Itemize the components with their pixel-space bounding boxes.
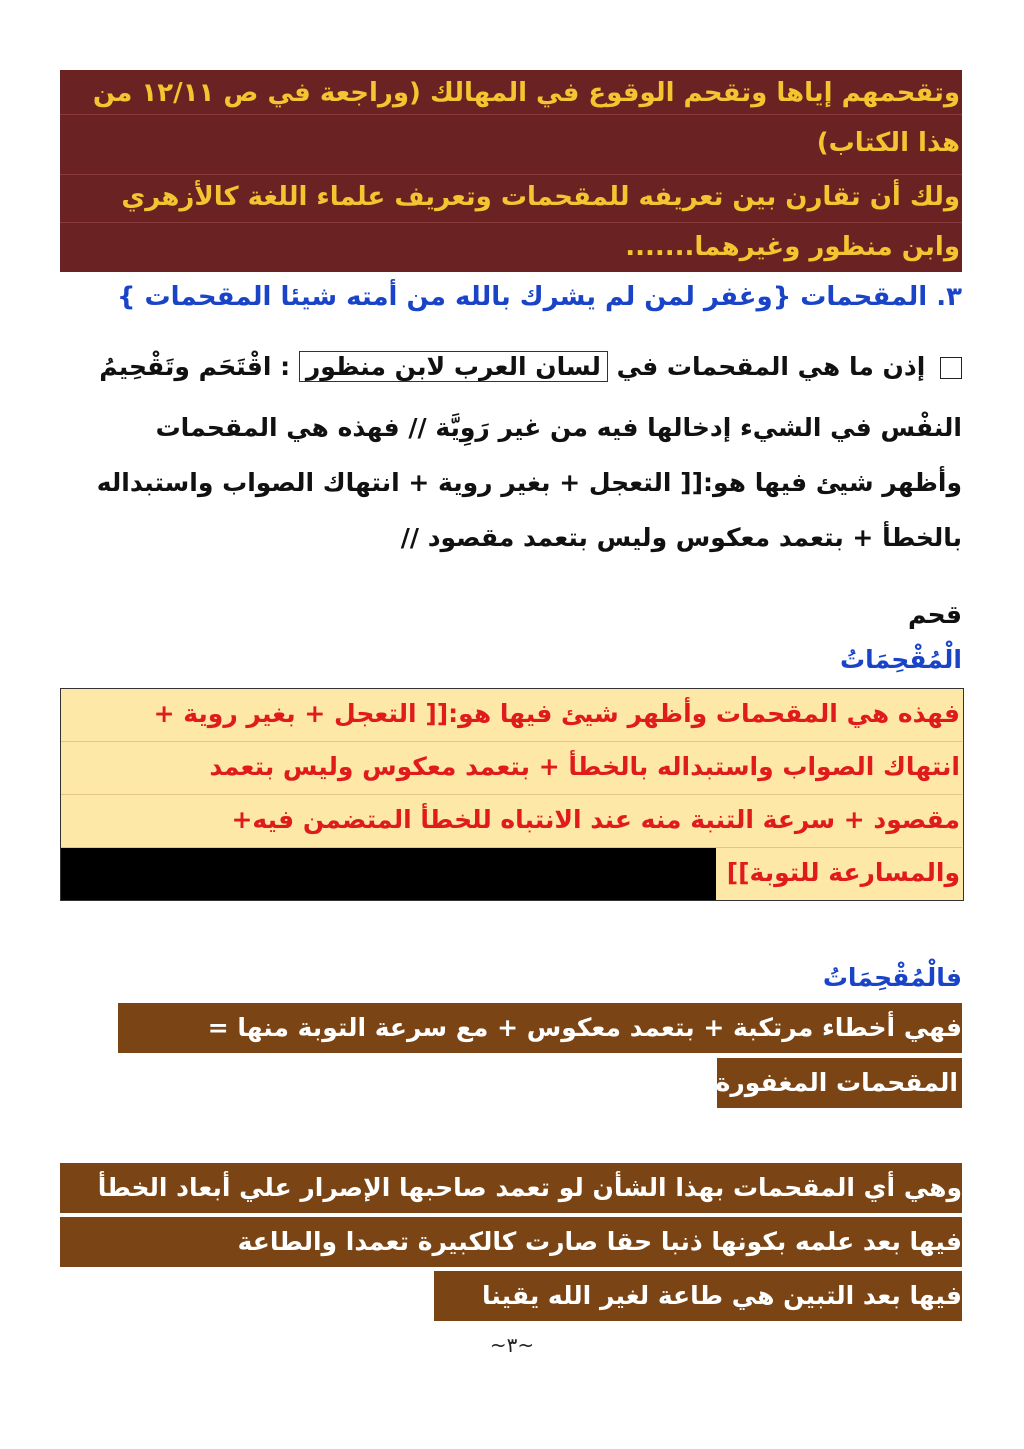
page-number: ~٣~	[489, 1333, 535, 1357]
intro-line-2: هذا الكتاب)	[816, 128, 960, 158]
section-quote: {وغفر لمن لم يشرك بالله من أمته شيئا المقحمات }	[116, 282, 792, 312]
intro-divider	[60, 222, 962, 223]
root-word: قحم	[908, 600, 962, 629]
intro-line-4: وابن منظور وغيرهما.......	[625, 232, 960, 262]
muqhimat-heading: الْمُقْحِمَاتُ	[840, 645, 962, 674]
intro-divider	[60, 114, 962, 115]
final-line-3: فيها بعد التبين هي طاعة لغير الله يقينا	[482, 1281, 962, 1310]
intro-line-1: وتقحمهم إياها وتقحم الوقوع في المهالك (وراجعة في ص ١٢/١١ من	[92, 78, 960, 108]
section-title: المقحمات	[800, 282, 928, 312]
table-row	[61, 795, 962, 848]
redacted-block	[61, 848, 716, 900]
summary-line-1: فهي أخطاء مرتكبة + بتعمد معكوس + مع سرعة التوبة منها =	[207, 1013, 962, 1042]
table-cell: فهذه هي المقحمات وأظهر شيئ فيها هو:[[ التعجل + بغير روية +	[153, 699, 960, 728]
final-line-1: وهي أي المقحمات بهذا الشأن لو تعمد صاحبها الإصرار علي أبعاد الخطأ	[97, 1173, 962, 1202]
summary-line-2: المقحمات المغفورة	[715, 1068, 958, 1097]
final-line-2: فيها بعد علمه بكونها ذنبا حقا صارت كالكبيرة تعمدا والطاعة	[237, 1227, 962, 1256]
table-cell: انتهاك الصواب واستبداله بالخطأ + بتعمد معكوس وليس بتعمد	[209, 752, 960, 781]
paragraph-suffix: : اقْتَحَم وتَقْحِيمُ	[99, 352, 291, 381]
table-row	[61, 742, 962, 795]
table-cell: مقصود + سرعة التنبة منه عند الانتباه للخطأ المتضمن فيه+	[231, 805, 960, 834]
definition-table	[60, 688, 964, 901]
table-cell: والمسارعة للتوبة]]	[726, 858, 960, 887]
intro-divider	[60, 174, 962, 175]
section-3-heading	[82, 282, 962, 312]
paragraph-line-4: بالخطأ + بتعمد معكوس وليس بتعمد مقصود //	[400, 523, 962, 552]
paragraph-line-1	[62, 352, 962, 381]
checkbox-icon	[940, 357, 962, 379]
intro-block	[60, 70, 962, 272]
paragraph-line-2: النفْس في الشيء إدخالها فيه من غير رَوِيَّة // فهذه هي المقحمات	[155, 413, 962, 442]
section-number: ٣.	[936, 282, 962, 312]
paragraph-line-3: وأظهر شيئ فيها هو:[[ التعجل + بغير روية + انتهاك الصواب واستبداله	[96, 468, 962, 497]
boxed-source: لسان العرب لابن منظور	[299, 351, 608, 382]
paragraph-prefix: إذن ما هي المقحمات في	[616, 352, 926, 381]
intro-line-3: ولك أن تقارن بين تعريفه للمقحمات وتعريف علماء اللغة كالأزهري	[121, 182, 960, 212]
fal-heading: فالْمُقْحِمَاتُ	[822, 963, 962, 992]
table-row	[61, 848, 962, 900]
table-row	[61, 689, 962, 742]
